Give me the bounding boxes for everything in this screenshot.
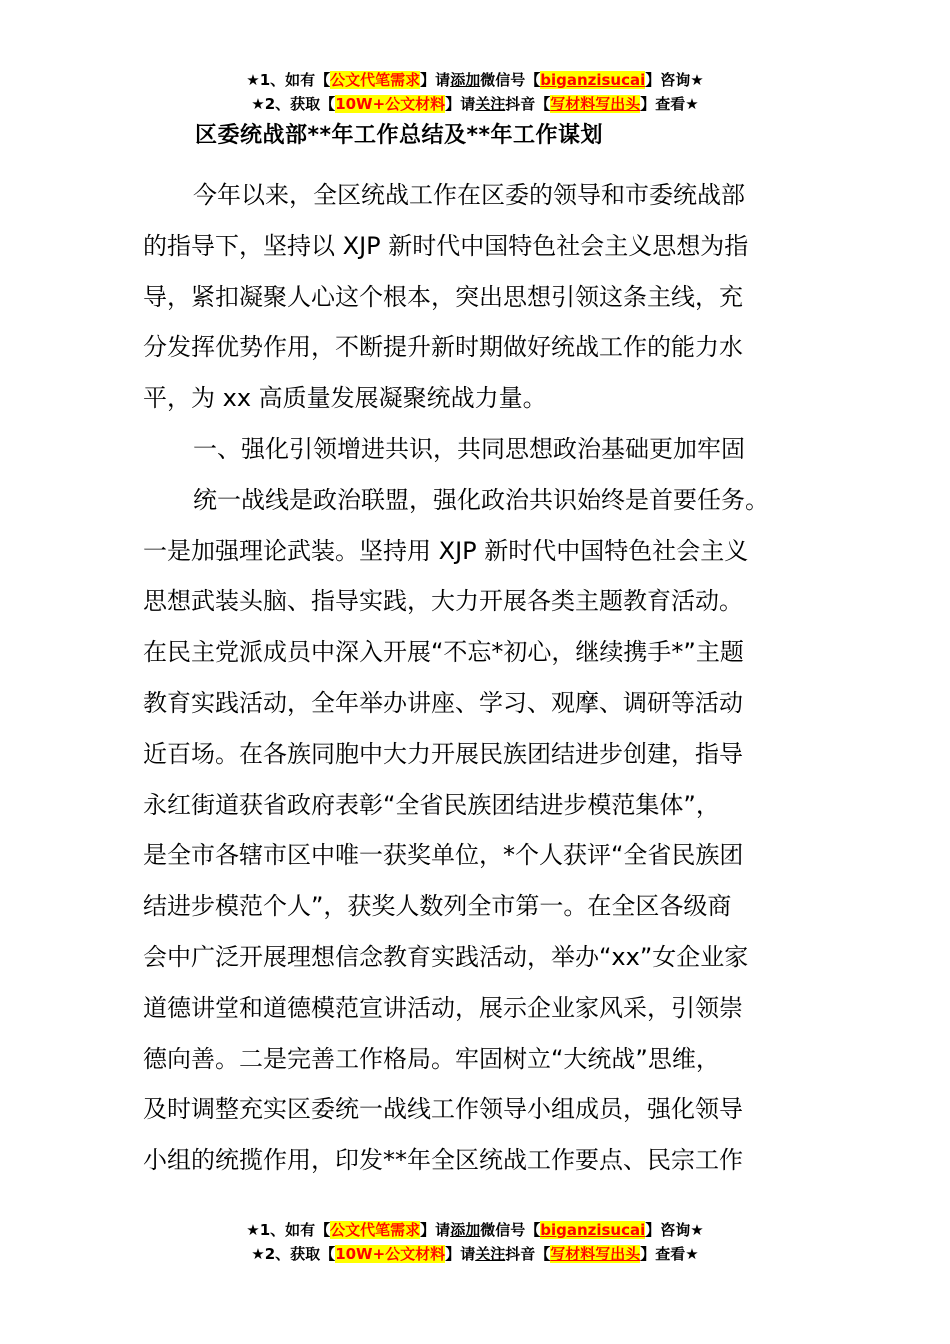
highlight-service: 公文代笔需求 (330, 71, 421, 89)
banner-line-1 (0, 68, 950, 92)
banner-text: ★1、如有【 (246, 1221, 331, 1239)
banner-text: 抖音【 (505, 95, 551, 113)
paragraph-line: 德向善。二是完善工作格局。牢固树立“大统战”思维， (143, 1044, 720, 1073)
banner-underlined: 关注 (475, 95, 506, 113)
paragraph-line: 及时调整充实区委统一战线工作领导小组成员，强化领导 (143, 1095, 743, 1124)
paragraph-line: 在民主党派成员中深入开展“不忘*初心，继续携手*”主题 (143, 638, 744, 667)
banner-text: 微信号【 (480, 1221, 541, 1239)
bottom-banner (0, 1218, 950, 1266)
paragraph-line: 小组的统揽作用，印发**年全区统战工作要点、民宗工作 (143, 1146, 743, 1175)
paragraph-line: 平，为 xx 高质量发展凝聚统战力量。 (143, 384, 547, 413)
paragraph-line: 是全市各辖市区中唯一获奖单位，*个人获评“全省民族团 (143, 841, 744, 870)
paragraph-line: 统一战线是政治联盟，强化政治共识始终是首要任务。 (193, 485, 769, 514)
banner-text: ★1、如有【 (246, 71, 331, 89)
paragraph-line: 结进步模范个人”，获奖人数列全市第一。在全区各级商 (143, 892, 732, 921)
douyin-account-link[interactable]: 写材料写出头 (550, 1245, 641, 1263)
paragraph-line: 思想武装头脑、指导实践，大力开展各类主题教育活动。 (143, 587, 743, 616)
banner-underlined: 关注 (475, 1245, 506, 1263)
banner-text: 】查看★ (640, 95, 699, 113)
banner-underlined: 添加 (450, 1221, 481, 1239)
banner-text: 微信号【 (480, 71, 541, 89)
paragraph-line: 导，紧扣凝聚人心这个根本，突出思想引领这条主线，充 (143, 282, 743, 311)
paragraph-line: 今年以来，全区统战工作在区委的领导和市委统战部 (193, 181, 745, 209)
document-body (143, 170, 813, 1186)
banner-text: 】请 (445, 1245, 476, 1263)
paragraph-line: 教育实践活动，全年举办讲座、学习、观摩、调研等活动 (143, 688, 743, 717)
banner-text: 】查看★ (640, 1245, 699, 1263)
banner-text: 】咨询★ (645, 1221, 704, 1239)
banner-underlined: 添加 (450, 71, 481, 89)
wechat-id-link[interactable]: biganzisucai (540, 1221, 646, 1239)
banner-text: 】请 (445, 95, 476, 113)
top-banner (0, 68, 950, 116)
paragraph-line: 永红街道获省政府表彰“全省民族团结进步模范集体”， (143, 790, 720, 819)
document-title: 区委统战部**年工作总结及**年工作谋划 (195, 123, 604, 148)
highlight-materials: 10W+公文材料 (335, 95, 446, 113)
paragraph-line: 的指导下，坚持以 XJP 新时代中国特色社会主义思想为指 (143, 231, 749, 260)
paragraph-line: 道德讲堂和道德模范宣讲活动，展示企业家风采，引领崇 (143, 993, 743, 1022)
paragraph-line: 会中广泛开展理想信念教育实践活动，举办“xx”女企业家 (143, 942, 749, 971)
paragraph-line: 近百场。在各族同胞中大力开展民族团结进步创建，指导 (143, 739, 743, 768)
banner-text: ★2、获取【 (251, 1245, 336, 1263)
banner-text: 】请 (420, 1221, 451, 1239)
banner-line-2 (0, 1242, 950, 1266)
douyin-account-link[interactable]: 写材料写出头 (550, 95, 641, 113)
banner-text: ★2、获取【 (251, 95, 336, 113)
section-heading: 一、强化引领增进共识，共同思想政治基础更加牢固 (193, 434, 745, 463)
banner-text: 抖音【 (505, 1245, 551, 1263)
banner-line-2 (0, 92, 950, 116)
banner-text: 】请 (420, 71, 451, 89)
banner-line-1 (0, 1218, 950, 1242)
highlight-materials: 10W+公文材料 (335, 1245, 446, 1263)
wechat-id-link[interactable]: biganzisucai (540, 71, 646, 89)
banner-text: 】咨询★ (645, 71, 704, 89)
paragraph-line: 分发挥优势作用，不断提升新时期做好统战工作的能力水 (143, 333, 743, 362)
paragraph-line: 一是加强理论武装。坚持用 XJP 新时代中国特色社会主义 (143, 536, 749, 565)
highlight-service: 公文代笔需求 (330, 1221, 421, 1239)
